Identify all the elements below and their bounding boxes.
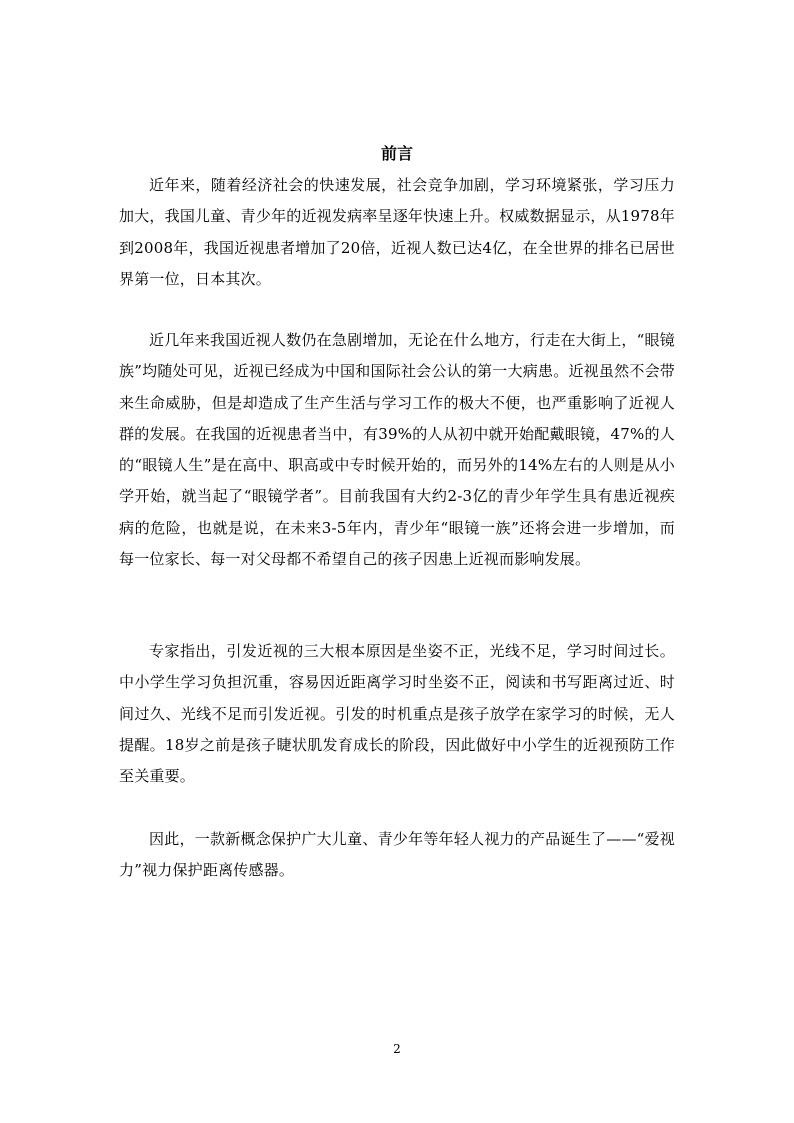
paragraph-myopia-statistics: 近几年来我国近视人数仍在急剧增加，无论在什么地方，行走在大街上，“眼镜族”均随处可见，近视已经成为中国和国际社会公认的第一大病患。近视虽然不会带来生命威胁，但是却造成了生产生活与学习工作的极大不便，也严重影响了近视人群的发展。在我国的近视患者当中，有39%的人从初中就开始配戴眼镜，47%的人的“眼镜人生”是在高中、职高或中专时候开始的，而另外的14%左右的人则是从小学开始，就当起了“眼镜学者”。目前我国有大约2-3亿的青少年学生具有患近视疾病的危险，也就是说，在未来3-5年内，青少年“眼镜一族”还将会进一步增加，而每一位家长、每一对父母都不希望自己的孩子因患上近视而影响发展。	[119, 331, 675, 569]
paragraph-causes: 专家指出，引发近视的三大根本原因是坐姿不正，光线不足，学习时间过长。中小学生学习负担沉重，容易因近距离学习时坐姿不正，阅读和书写距离过近、时间过久、光线不足而引发近视。引发的时机重点是孩子放学在家学习的时候，无人提醒。18岁之前是孩子睫状肌发育成长的阶段，因此做好中小学生的近视预防工作至关重要。	[119, 642, 675, 786]
paragraph-intro: 近年来，随着经济社会的快速发展，社会竞争加剧，学习环境紧张，学习压力加大，我国儿童、青少年的近视发病率呈逐年快速上升。权威数据显示，从1978年到2008年，我国近视患者增加了20倍，近视人数已达4亿，在全世界的排名已居世界第一位，日本其次。	[119, 176, 675, 288]
page-number: 2	[393, 1042, 401, 1056]
paragraph-product: 因此，一款新概念保护广大儿童、青少年等年轻人视力的产品诞生了——“爱视力”视力保护距离传感器。	[119, 830, 675, 880]
page-title: 前言	[380, 144, 413, 163]
